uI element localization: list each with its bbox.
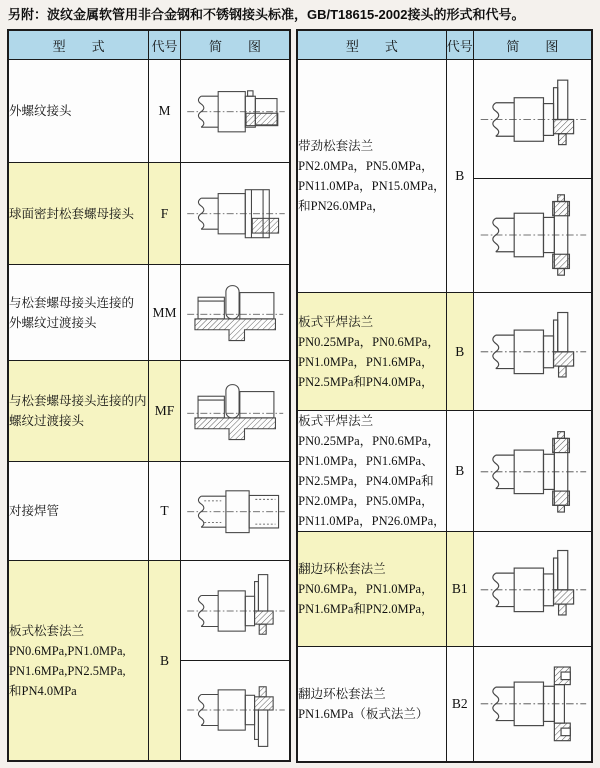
type-text: PN11.0MPa，PN15.0MPa， [298, 179, 446, 194]
diagram-stack [474, 61, 591, 291]
diagram-cell [180, 265, 290, 361]
diagram-cell [180, 60, 290, 163]
type-text: 翻边环松套法兰 [298, 562, 386, 577]
type-text: PN1.0MPa，PN1.6MPa， [298, 354, 434, 369]
code-cell: MM [149, 265, 180, 361]
type-text: PN0.6MPa,PN1.0MPa, [9, 643, 126, 658]
type-cell [8, 163, 149, 265]
type-text: 球面密封松套螺母接头 [9, 206, 135, 221]
type-cell [297, 411, 446, 532]
page-title: 另附：波纹金属软管用非合金钢和不锈钢接头标准，GB/T18615-2002接头的形式和代号。 [8, 7, 525, 22]
type-cell [297, 532, 446, 647]
type-cell [8, 561, 149, 761]
type-cell [8, 462, 149, 561]
code-cell: MF [149, 361, 180, 462]
type-text: 与松套螺母接头连接的内 [9, 394, 147, 409]
column-header-type: 型 式 [297, 30, 446, 60]
code-cell: B [446, 411, 473, 532]
code-cell: B [446, 293, 473, 411]
type-text: 板式平焊法兰 [298, 414, 374, 429]
diagram-cell [180, 561, 290, 761]
table-row [297, 647, 592, 762]
column-header-diagram: 简 图 [180, 30, 290, 60]
spherical-seal-loose-nut-fitting-diagram [181, 175, 289, 252]
plate-weld-flange-diagram [474, 310, 591, 394]
table-row [297, 411, 592, 532]
type-text: PN11.0MPa，PN26.0MPa， [298, 514, 446, 529]
type-text: 和PN26.0MPa， [298, 199, 385, 214]
type-text: 翻边环松套法兰 [298, 687, 386, 702]
code-cell: B1 [446, 532, 473, 647]
diagram-cell [180, 462, 290, 561]
type-text: PN2.0MPa，PN5.0MPa， [298, 159, 434, 174]
type-text: 板式平焊法兰 [298, 314, 374, 329]
code-cell: B [149, 561, 180, 761]
diagram-sub-cell [181, 661, 289, 759]
diagram-cell [180, 361, 290, 462]
type-text: PN2.5MPa和PN4.0MPa， [298, 374, 434, 389]
table-row [8, 60, 290, 163]
male-thread-adapter-fitting-diagram [181, 274, 289, 351]
type-cell [8, 265, 149, 361]
type-text: PN2.0MPa，PN5.0MPa， [298, 494, 434, 509]
type-text: PN0.25MPa，PN0.6MPa， [298, 434, 440, 449]
column-header-type: 型 式 [8, 30, 149, 60]
female-thread-adapter-fitting-diagram [181, 373, 289, 450]
flanged-ring-loose-flange-diagram [474, 548, 591, 632]
code-cell: M [149, 60, 180, 163]
type-text: PN1.0MPa，PN1.6MPa、 [298, 454, 434, 469]
diagram-cell [473, 532, 592, 647]
type-text: 外螺纹接头 [9, 104, 72, 119]
diagram-stack [181, 562, 289, 759]
type-text: 外螺纹过渡接头 [9, 315, 97, 330]
table-row [8, 462, 290, 561]
type-cell [8, 60, 149, 163]
code-cell: T [149, 462, 180, 561]
type-cell [297, 293, 446, 411]
type-text: 和PN4.0MPa [9, 683, 77, 698]
type-text: 带劲松套法兰 [298, 139, 374, 154]
male-thread-fitting-diagram [181, 73, 289, 150]
code-cell: B2 [446, 647, 473, 762]
type-cell [8, 361, 149, 462]
diagram-cell [180, 163, 290, 265]
table-row [297, 293, 592, 411]
type-cell [297, 60, 446, 293]
header-row [297, 30, 592, 60]
column-header-code: 代号 [446, 30, 473, 60]
type-text: PN1.6MPa（板式法兰） [298, 707, 429, 722]
table-row [8, 561, 290, 761]
column-header-diagram: 简 图 [473, 30, 592, 60]
tables-container [0, 29, 600, 763]
type-text: 螺纹过渡接头 [9, 414, 85, 429]
diagram-cell [473, 293, 592, 411]
type-text: PN2.5MPa，PN4.0MPa和 [298, 474, 434, 489]
diagram-cell [473, 411, 592, 532]
plate-loose-flange-down-diagram [181, 661, 289, 759]
plate-loose-flange-up-diagram [181, 562, 289, 660]
type-text: 板式松套法兰 [9, 623, 85, 638]
code-cell: B [446, 60, 473, 293]
column-header-code: 代号 [149, 30, 180, 60]
plate-weld-flange-section-diagram [474, 430, 591, 514]
diagram-cell [473, 60, 592, 293]
butt-weld-pipe-diagram [181, 473, 289, 550]
fitting-table-right [296, 29, 593, 763]
flanged-ring-plate-flange-diagram [474, 662, 591, 746]
type-text: PN1.6MPa和PN2.0MPa， [298, 602, 434, 617]
type-text: 与松套螺母接头连接的 [9, 295, 135, 310]
type-text: PN1.6MPa,PN2.5MPa, [9, 663, 126, 678]
code-cell: F [149, 163, 180, 265]
header-row [8, 30, 290, 60]
diagram-cell [473, 647, 592, 762]
diagram-sub-cell [474, 179, 591, 291]
type-text: 对接焊管 [9, 504, 60, 519]
diagram-sub-cell [181, 562, 289, 661]
type-text: PN0.25MPa，PN0.6MPa， [298, 334, 440, 349]
type-text: PN0.6MPa，PN1.0MPa， [298, 582, 434, 597]
table-row [297, 532, 592, 647]
diagram-sub-cell [474, 61, 591, 179]
table-row [8, 361, 290, 462]
table-row [8, 265, 290, 361]
fitting-table-left [7, 29, 291, 762]
neck-loose-flange-section-diagram [474, 179, 591, 291]
type-cell [297, 647, 446, 762]
neck-loose-flange-up-diagram [474, 61, 591, 178]
table-row [297, 60, 592, 293]
table-row [8, 163, 290, 265]
